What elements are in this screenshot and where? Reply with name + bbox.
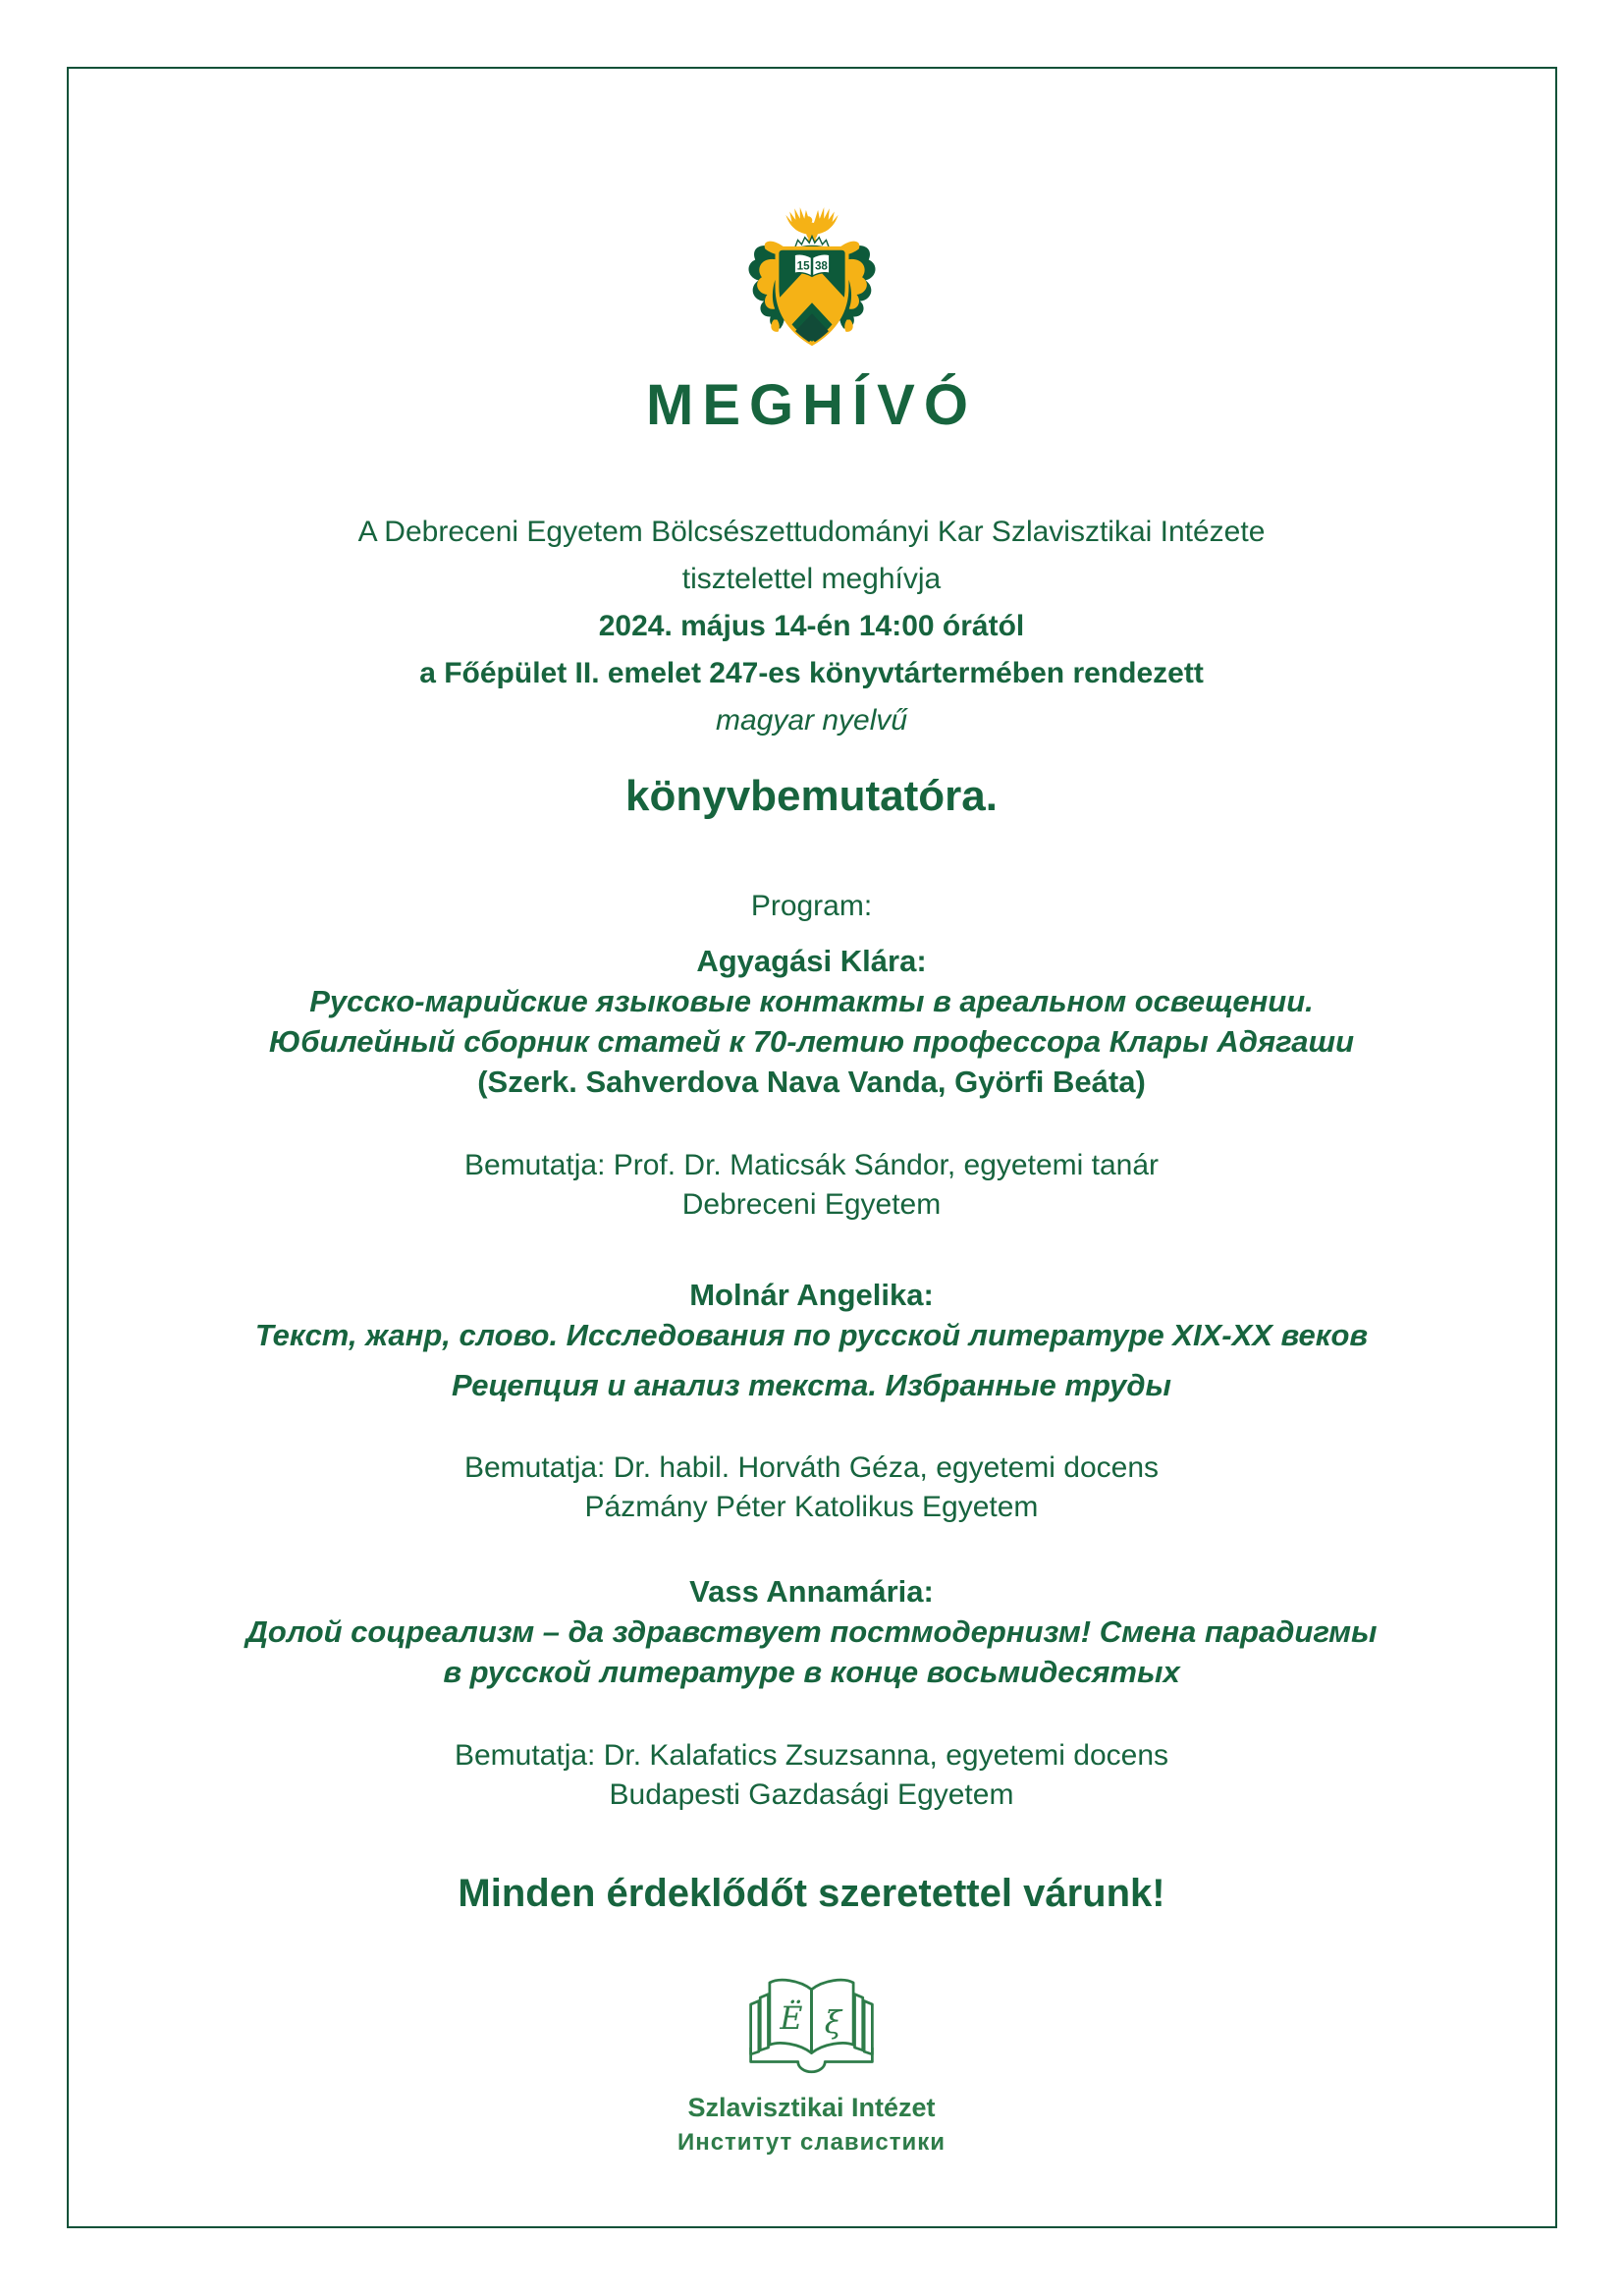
institute-logo-icon — [730, 1962, 893, 2090]
shield-icon — [771, 248, 851, 348]
item-author: Vass Annamária: — [689, 1574, 934, 1610]
item-presenter: Bemutatja: Prof. Dr. Maticsák Sándor, egyetemi tanár — [464, 1148, 1159, 1181]
logo-caption-hungarian: Szlavisztikai Intézet — [687, 2092, 936, 2122]
program-item — [0, 1276, 1623, 1528]
item-title-line: в русской литературе в конце восьмидесятых — [443, 1655, 1180, 1689]
intro-invites: tisztelettel meghívja — [681, 562, 942, 595]
logo-glyph-right: ξ — [824, 2004, 842, 2041]
intro-location: a Főépület II. emelet 247-es könyvtártermében rendezett — [419, 656, 1204, 689]
closing-line: Minden érdeklődőt szeretettel várunk! — [458, 1871, 1165, 1915]
item-editors: (Szerk. Sahverdova Nava Vanda, Györfi Beáta) — [477, 1065, 1146, 1099]
logo-glyph-left: Ё — [780, 2000, 803, 2037]
item-title-line: Текст, жанр, слово. Исследования по русской литературе XIX-XX веков — [254, 1317, 1369, 1352]
item-affiliation: Pázmány Péter Katolikus Egyetem — [584, 1491, 1039, 1524]
crest-year-right: 38 — [814, 259, 828, 273]
item-affiliation: Budapesti Gazdasági Egyetem — [609, 1777, 1014, 1811]
item-presenter: Bemutatja: Dr. Kalafatics Zsuzsanna, egyetemi docens — [454, 1738, 1169, 1772]
page-title: MEGHÍVÓ — [646, 373, 977, 437]
event-title: könyvbemutatóra. — [625, 771, 998, 820]
item-title-line: Рецепция и анализ текста. Избранные труды — [452, 1367, 1171, 1402]
intro-datetime: 2024. május 14-én 14:00 órától — [598, 609, 1025, 642]
item-title-line: Долой соцреализм – да здравствует постмодернизм! Смена парадигмы — [245, 1614, 1378, 1650]
intro-organizer: A Debreceni Egyetem Bölcsészettudományi Kar Szlavisztikai Intézete — [357, 515, 1266, 548]
program-item — [0, 1572, 1623, 1815]
item-presenter: Bemutatja: Dr. habil. Horváth Géza, egyetemi docens — [463, 1451, 1160, 1485]
logo-caption-russian: Институт славистики — [676, 2129, 947, 2157]
item-author: Molnár Angelika: — [689, 1277, 934, 1312]
intro-block — [0, 509, 1623, 744]
crest-year-left: 15 — [796, 259, 810, 273]
program-heading: Program: — [750, 889, 873, 922]
crest-book-icon — [794, 254, 830, 276]
item-title-line: Русско-марийские языковые контакты в ареальном освещении. — [309, 984, 1314, 1019]
university-crest-icon — [738, 206, 886, 354]
item-title-line: Юбилейный сборник статей к 70-летию профессора Клары Адягаши — [268, 1024, 1355, 1060]
item-affiliation: Debreceni Egyetem — [681, 1187, 942, 1221]
intro-language: magyar nyelvű — [715, 703, 908, 737]
program-item — [0, 942, 1623, 1224]
item-author: Agyagási Klára: — [696, 944, 927, 979]
